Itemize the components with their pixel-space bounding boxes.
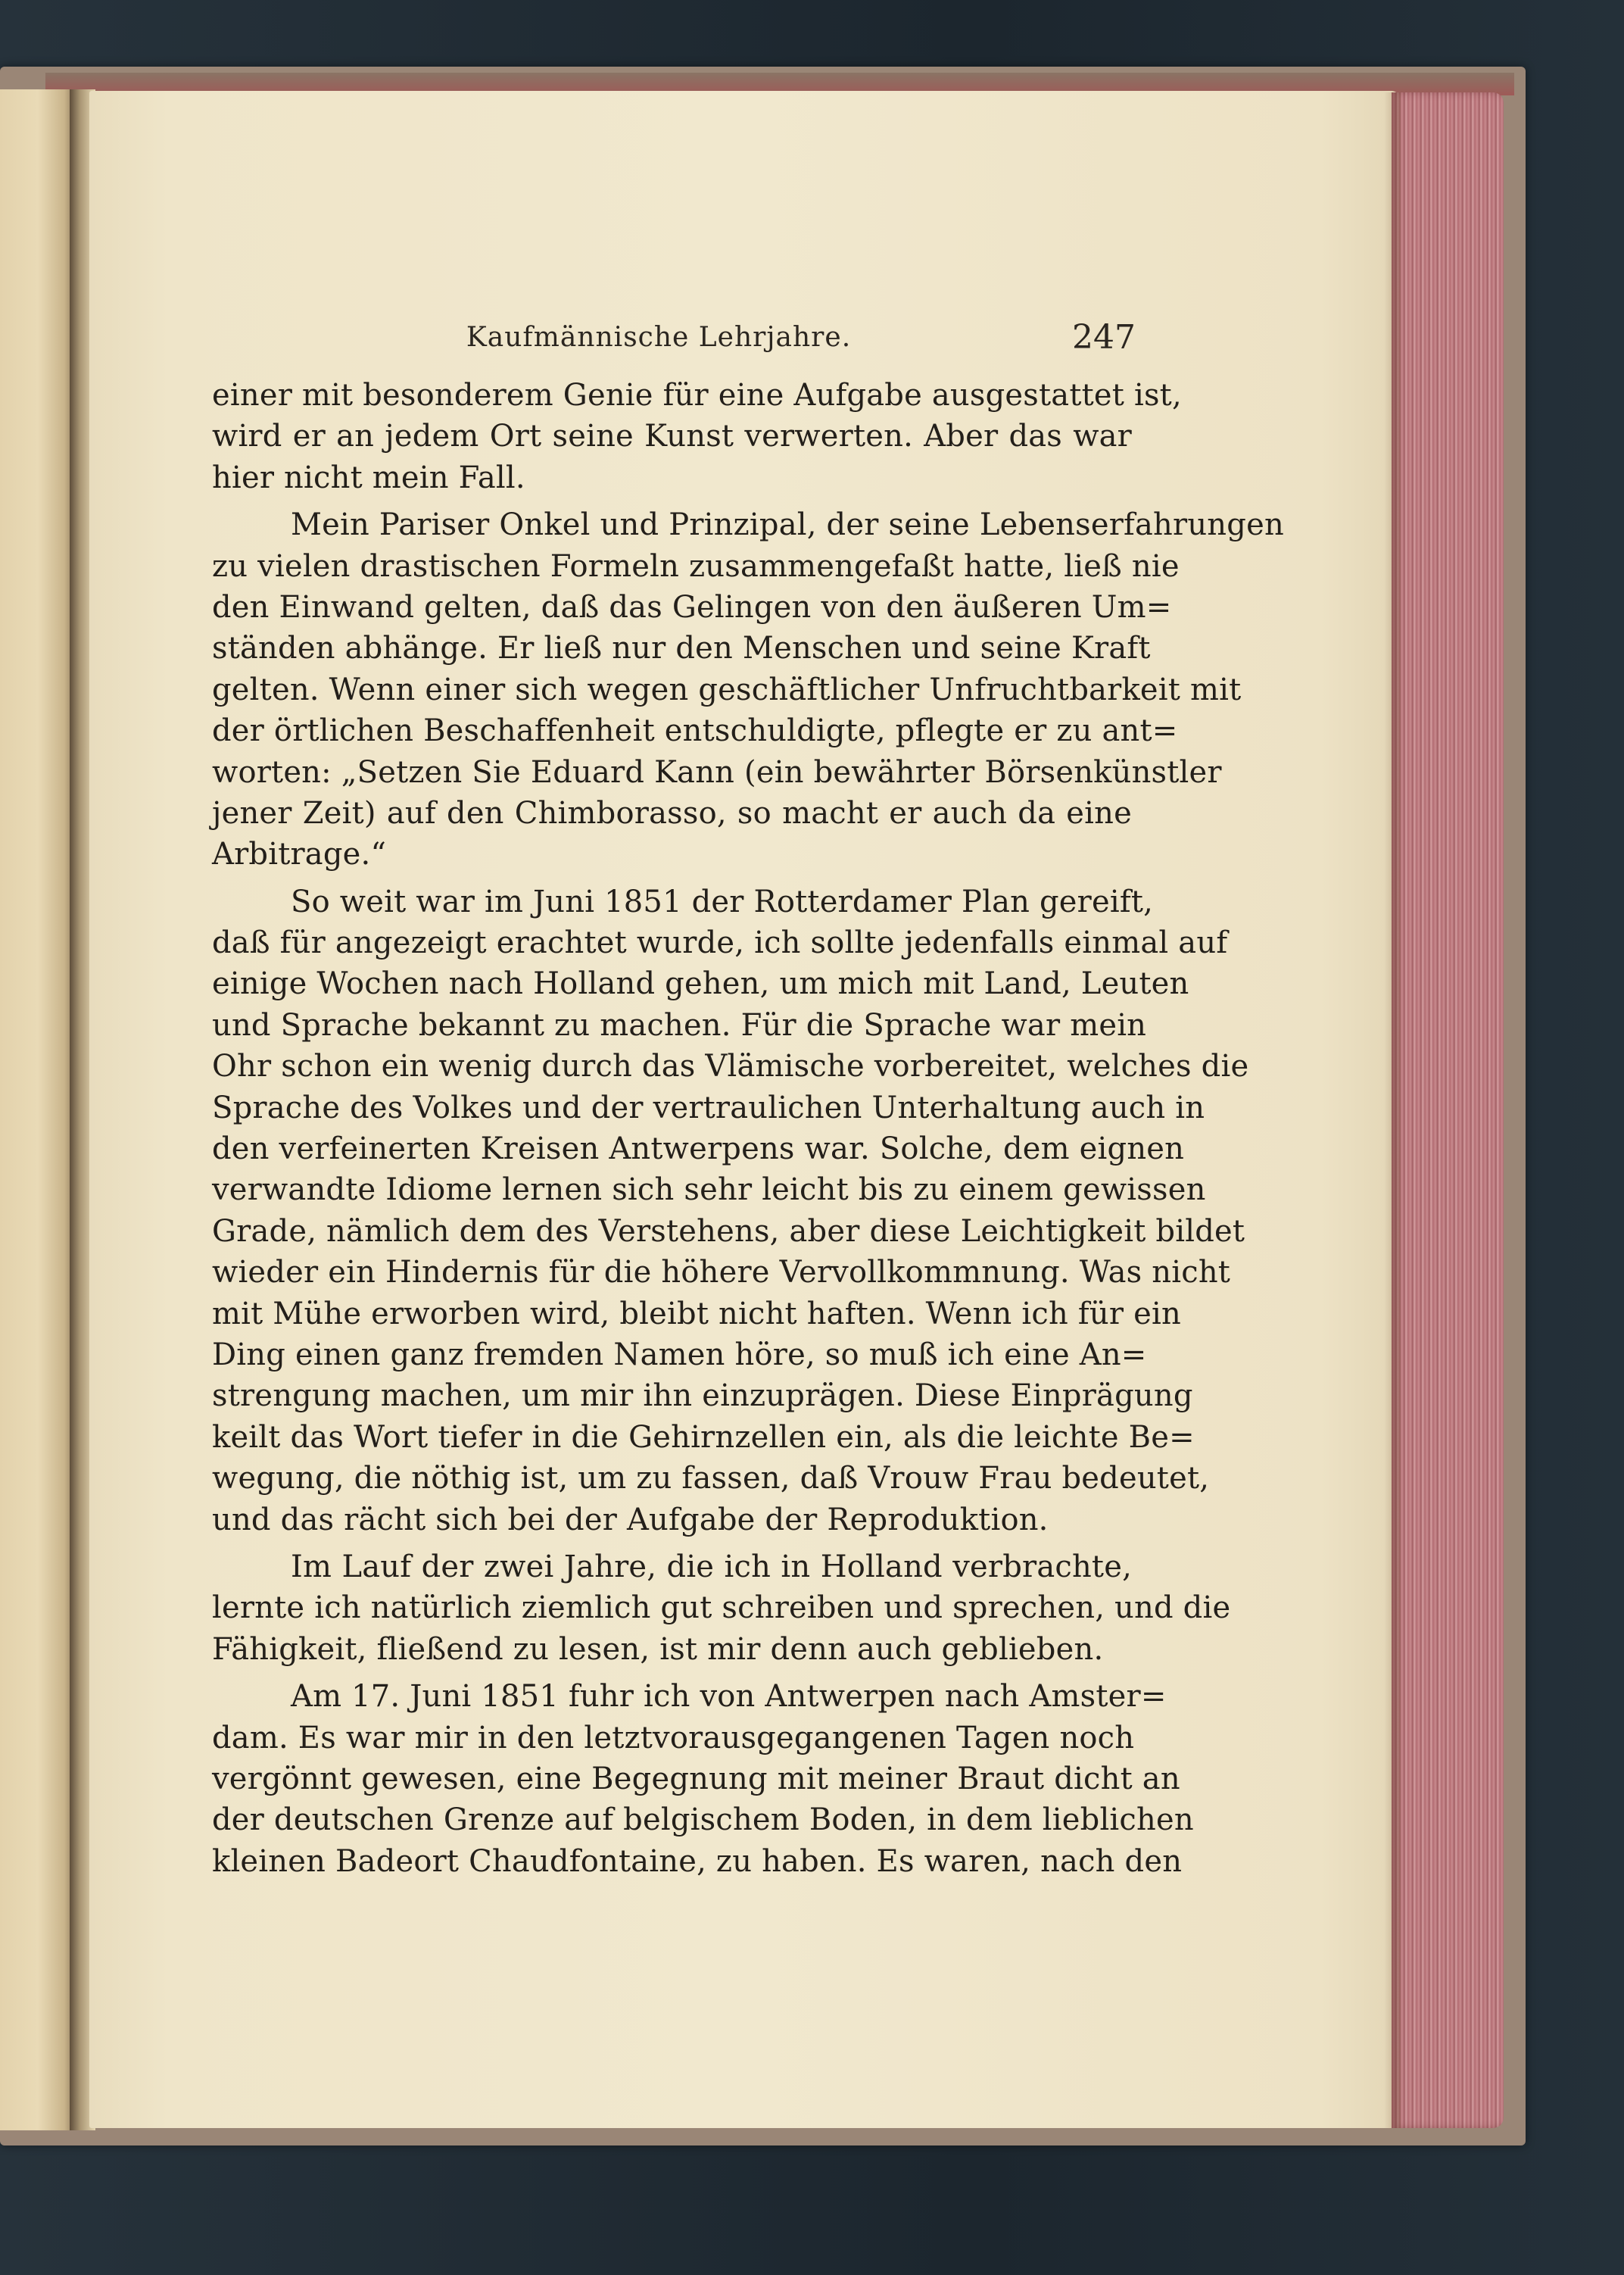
left-page-edge [0, 89, 76, 2130]
text-line: worten: „Setzen Sie Eduard Kann (ein bewährter Börsenkünstler [212, 754, 1222, 790]
text-line: Sprache des Volkes und der vertraulichen Unterhaltung auch in [212, 1090, 1205, 1125]
text-line: strengung machen, um mir ihn einzuprägen. Diese Einprägung [212, 1378, 1193, 1414]
page-edge-shadow [1384, 92, 1401, 2128]
text-line: Mein Pariser Onkel und Prinzipal, der seine Lebenserfahrungen [291, 507, 1284, 543]
body-text [212, 375, 1284, 1882]
text-line: einige Wochen nach Holland gehen, um mich mit Land, Leuten [212, 966, 1189, 1002]
text-line: wird er an jedem Ort seine Kunst verwerten. Aber das war [212, 419, 1132, 454]
paragraph [212, 504, 1284, 875]
paragraph-gap [212, 1540, 1132, 1546]
text-line: mit Mühe erworben wird, bleibt nicht haften. Wenn ich für ein [212, 1296, 1181, 1331]
paragraph-gap [212, 1670, 1132, 1676]
text-line: gelten. Wenn einer sich wegen geschäftlicher Unfruchtbarkeit mit [212, 672, 1242, 707]
paragraph [212, 1546, 1231, 1670]
text-line: jener Zeit) auf den Chimborasso, so macht er auch da eine [212, 795, 1132, 831]
text-line: daß für angezeigt erachtet wurde, ich sollte jedenfalls einmal auf [212, 925, 1228, 961]
text-line: den verfeinerten Kreisen Antwerpens war. Solche, dem eignen [212, 1131, 1185, 1167]
text-line: lernte ich natürlich ziemlich gut schreiben und sprechen, und die [212, 1590, 1231, 1626]
text-line: zu vielen drastischen Formeln zusammengefaßt hatte, ließ nie [212, 548, 1180, 584]
text-line: wegung, die nöthig ist, um zu fassen, daß Vrouw Frau bedeutet, [212, 1461, 1210, 1496]
text-line: Am 17. Juni 1851 fuhr ich von Antwerpen nach Amster= [291, 1679, 1167, 1715]
text-line: und das rächt sich bei der Aufgabe der Reproduktion. [212, 1502, 1049, 1537]
text-line: Fähigkeit, fließend zu lesen, ist mir denn auch geblieben. [212, 1631, 1104, 1667]
running-title: Kaufmännische Lehrjahre. [466, 322, 852, 353]
text-line: Ohr schon ein wenig durch das Vlämische vorbereitet, welches die [212, 1049, 1249, 1084]
text-line: Arbitrage.“ [212, 837, 387, 872]
text-line: der örtlichen Beschaffenheit entschuldigte, pflegte er zu ant= [212, 713, 1178, 749]
text-line: verwandte Idiome lernen sich sehr leicht bis zu einem gewissen [212, 1172, 1206, 1208]
text-line: Grade, nämlich dem des Verstehens, aber diese Leichtigkeit bildet [212, 1213, 1245, 1249]
text-line: keilt das Wort tiefer in die Gehirnzellen ein, als die leichte Be= [212, 1419, 1195, 1455]
paragraph-gap [212, 498, 1132, 504]
text-line: Ding einen ganz fremden Namen höre, so muß ich eine An= [212, 1337, 1147, 1372]
text-line: ständen abhänge. Er ließ nur den Menschen und seine Kraft [212, 631, 1151, 666]
text-line: So weit war im Juni 1851 der Rotterdamer Plan gereift, [291, 884, 1154, 919]
text-line: wieder ein Hindernis für die höhere Vervollkommnung. Was nicht [212, 1255, 1231, 1290]
text-line: vergönnt gewesen, eine Begegnung mit meiner Braut dicht an [212, 1761, 1180, 1796]
text-line: kleinen Badeort Chaudfontaine, zu haben. Es waren, nach den [212, 1843, 1183, 1879]
page-block-edges [1392, 92, 1504, 2128]
paragraph-gap [212, 875, 1132, 882]
paragraph [212, 882, 1249, 1540]
text-line: der deutschen Grenze auf belgischem Boden, in dem lieblichen [212, 1802, 1194, 1838]
text-line: einer mit besonderem Genie für eine Aufgabe ausgestattet ist, [212, 378, 1182, 413]
text-line: und Sprache bekannt zu machen. Für die Sprache war mein [212, 1007, 1147, 1043]
page-number: 247 [1072, 318, 1136, 357]
text-line: hier nicht mein Fall. [212, 460, 525, 495]
text-line: dam. Es war mir in den letztvorausgegangenen Tagen noch [212, 1720, 1135, 1755]
text-line: den Einwand gelten, daß das Gelingen von den äußeren Um= [212, 589, 1172, 625]
text-line: Im Lauf der zwei Jahre, die ich in Holland verbrachte, [291, 1549, 1132, 1584]
paragraph [212, 375, 1182, 498]
paragraph [212, 1676, 1194, 1882]
